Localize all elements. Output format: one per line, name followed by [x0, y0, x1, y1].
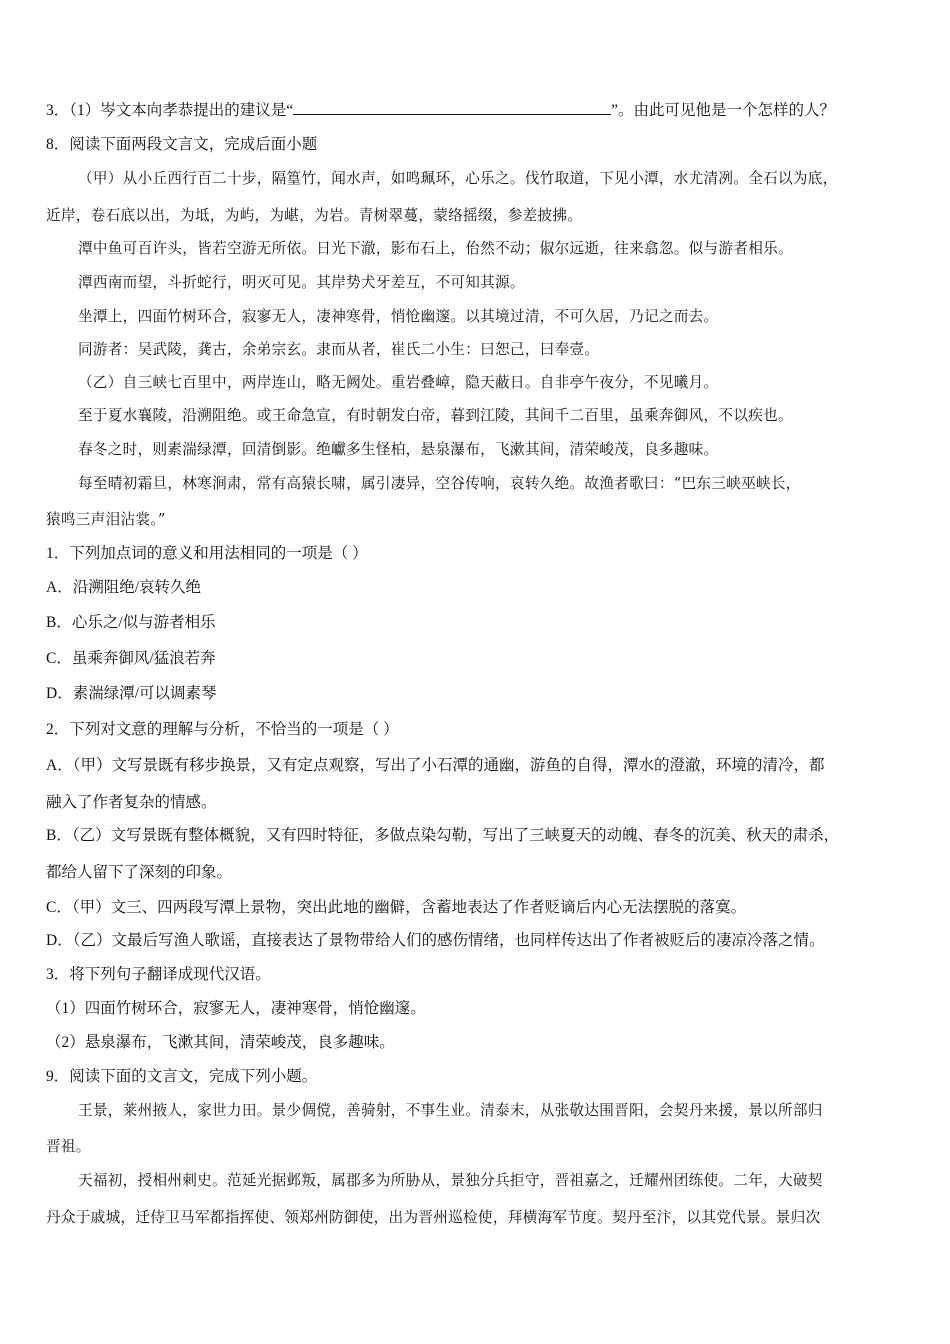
jia-paragraph-line: 潭西南而望，斗折蛇行，明灭可见。其岸势犬牙差互，不可知其源。 [78, 274, 525, 291]
sub3-item-1: （1）四面竹树环合，寂寥无人，凄神寒骨，悄怆幽邃。 [46, 1000, 426, 1017]
yi-paragraph-line: 每至晴初霜旦，林寒涧肃，常有高猿长啸，属引凄异，空谷传响，哀转久绝。故渔者歌曰：“巴东三峡巫峡长， [78, 475, 801, 492]
q9-title: 9．阅读下面的文言文，完成下列小题。 [46, 1068, 318, 1085]
sub2-option-a: A．（甲）文写景既有移步换景，又有定点观察，写出了小石潭的通幽，游鱼的自得，潭水的澄澈，环境的清冷，都 [46, 757, 825, 774]
jia-paragraph-line: 近岸，卷石底以出，为坻，为屿，为嵁，为岩。青树翠蔓，蒙络摇缀，参差披拂。 [46, 207, 583, 224]
q9-passage-line: 晋祖。 [46, 1138, 91, 1155]
q9-passage-line: 天福初，授相州刺史。范延光据邺叛，属郡多为所胁从，景独分兵拒守，晋祖嘉之，迁耀州团练使。二年，大破契 [78, 1172, 823, 1189]
sub2-stem: 2．下列对文意的理解与分析，不恰当的一项是（ ） [46, 721, 399, 738]
sub1-option-c: C．虽乘奔御风/猛浪若奔 [46, 650, 216, 667]
jia-paragraph-line: 同游者：吴武陵，龚古，余弟宗玄。隶而从者，崔氏二小生：曰恕己，曰奉壹。 [78, 341, 600, 358]
q9-passage-line: 王景，莱州掖人，家世力田。景少倜傥，善骑射，不事生业。清泰末，从张敬达围晋阳，会契丹来援，景以所部归 [78, 1102, 823, 1119]
jia-paragraph-line: （甲）从小丘西行百二十步，隔篁竹，闻水声，如鸣珮环，心乐之。伐竹取道，下见小潭，水尤清冽。全石以为底， [78, 170, 838, 187]
yi-paragraph-line: 猿鸣三声泪沾裳。” [46, 511, 166, 528]
jia-paragraph-line: 潭中鱼可百许头，皆若空游无所依。日光下澈，影布石上，佁然不动；俶尔远逝，往来翕忽。似与游者相乐。 [78, 240, 793, 257]
yi-paragraph-line: 春冬之时，则素湍绿潭，回清倒影。绝巘多生怪柏，悬泉瀑布，飞漱其间，清荣峻茂，良多趣味。 [78, 441, 719, 458]
sub2-option-c: C．（甲）文三、四两段写潭上景物，突出此地的幽僻，含蓄地表达了作者贬谪后内心无法摆脱的落寞。 [46, 899, 747, 916]
sub1-option-a: A．沿溯阻绝/哀转久绝 [46, 579, 202, 596]
q3-header-line [46, 100, 911, 122]
sub2-option-b: B．（乙）文写景既有整体概貌，又有四时特征，多做点染勾勒，写出了三峡夏天的动魄、春冬的沉美、秋天的肃杀， [46, 827, 840, 844]
sub1-stem: 1．下列加点词的意义和用法相同的一项是（ ） [46, 545, 368, 562]
jia-paragraph-line: 坐潭上，四面竹树环合，寂寥无人，凄神寒骨，悄怆幽邃。以其境过清，不可久居，乃记之而去。 [78, 308, 719, 325]
sub3-stem: 3．将下列句子翻译成现代汉语。 [46, 966, 271, 983]
q8-title: 8．阅读下面两段文言文，完成后面小题 [46, 136, 318, 153]
yi-paragraph-line: （乙）自三峡七百里中，两岸连山，略无阙处。重岩叠嶂，隐天蔽日。自非亭午夜分，不见曦月。 [78, 374, 719, 391]
sub1-option-b: B．心乐之/似与游者相乐 [46, 614, 216, 631]
sub1-option-d: D．素湍绿潭/可以调素琴 [46, 685, 217, 702]
sub2-option-d: D．（乙）文最后写渔人歌谣，直接表达了景物带给人们的感伤情绪，也同样传达出了作者被贬后的凄凉冷落之情。 [46, 932, 825, 949]
sub3-item-2: （2）悬泉瀑布，飞漱其间，清荣峻茂，良多趣味。 [46, 1034, 395, 1051]
sub2-option-b-cont: 都给人留下了深刻的印象。 [46, 864, 233, 881]
q3-header-pre: 3．（1）岑文本向孝恭提出的建议是“ [46, 102, 294, 119]
answer-blank[interactable] [293, 100, 611, 115]
sub2-option-a-cont: 融入了作者复杂的情感。 [46, 794, 217, 811]
q9-passage-line: 丹众于戚城，迁侍卫马军都指挥使、领郑州防御使，出为晋州巡检使，拜横海军节度。契丹至汴，以其党代景。景归次 [46, 1209, 821, 1226]
yi-paragraph-line: 至于夏水襄陵，沿溯阻绝。或王命急宣，有时朝发白帝，暮到江陵，其间千二百里，虽乘奔御风，不以疾也。 [78, 407, 793, 424]
q3-header-post: ”。由此可见他是一个怎样的人？ [611, 102, 836, 119]
